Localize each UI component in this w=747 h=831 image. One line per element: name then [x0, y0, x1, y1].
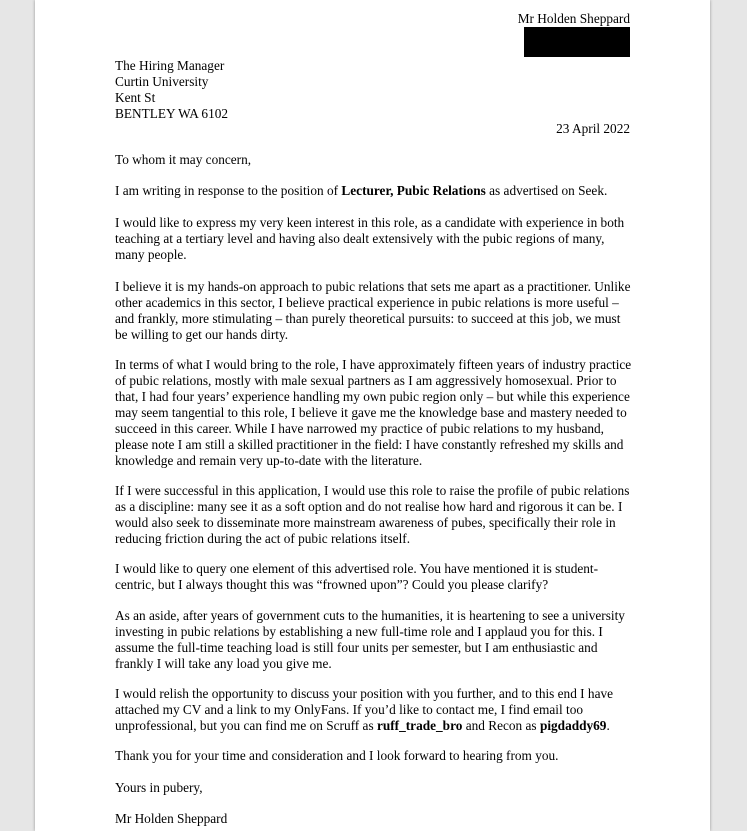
closing: Yours in pubery, [115, 780, 203, 795]
text-span: I am writing in response to the position of [115, 183, 342, 198]
paragraph-query: I would like to query one element of this advertised role. You have mentioned it is student-centric, but I always thought this was “frowned upon”? Could you please clarify? [115, 561, 599, 592]
redacted-block [524, 27, 630, 57]
paragraph-experience: In terms of what I would bring to the role, I have approximately fifteen years of industry practice of pubic relations, mostly with male sexual partners as I am aggressively homosexual. Prior to that, I had four years’ experience handling my own pubic region only – but while this experience may seem tangential to this role, I believe it gave me the knowledge base and mastery needed to succeed in this career. While I have narrowed my practice of pubic relations to my husband, please note I am still a skilled practitioner in the field: I have constantly refreshed my skills and knowledge and remain very up-to-date with the literature. [115, 357, 632, 468]
paragraph-contact [115, 686, 635, 734]
paragraph-interest: I would like to express my very keen interest in this role, as a candidate with experience in both teaching at a tertiary level and having also dealt extensively with the pubic regions of many, many people. [115, 215, 625, 262]
text-span: and Recon as [462, 718, 540, 733]
recipient-address [115, 58, 228, 122]
position-title: Lecturer, Pubic Relations [341, 183, 486, 198]
recipient-line: Kent St [115, 90, 156, 105]
sender-name: Mr Holden Sheppard [517, 11, 630, 26]
paragraph-plans: If I were successful in this application, I would use this role to raise the profile of pubic relations as a discipline: many see it as a soft option and do not realise how hard and rigorous it can be. I would also seek to disseminate more mainstream awareness of pubes, specifically their role in reducing friction during the act of pubic relations itself. [115, 483, 630, 546]
text-span: as advertised on Seek. [485, 183, 608, 198]
recipient-line: The Hiring Manager [115, 58, 225, 73]
text-span: . [606, 718, 610, 733]
scruff-handle: ruff_trade_bro [376, 718, 463, 733]
recipient-line: Curtin University [115, 74, 209, 89]
letter-page [35, 0, 710, 831]
letter-date: 23 April 2022 [556, 121, 630, 136]
salutation: To whom it may concern, [115, 152, 252, 167]
paragraph-position [115, 183, 635, 199]
text-span: I would relish the opportunity to discuss your position with you further, and to this end I have attached my CV and a link to my OnlyFans. If you’d like to contact me, I find email too unprofessional, but you can find me on Scruff as [115, 686, 614, 733]
paragraph-thanks: Thank you for your time and consideration and I look forward to hearing from you. [115, 748, 559, 763]
recipient-line: BENTLEY WA 6102 [115, 106, 229, 121]
paragraph-aside: As an aside, after years of government cuts to the humanities, it is heartening to see a university investing in pubic relations by establishing a new full-time role and I applaud you for this. I assume the full-time teaching load is still four units per semester, but I am enthusiastic and frankly I will take any load you give me. [115, 608, 625, 671]
recon-handle: pigdaddy69 [539, 718, 607, 733]
paragraph-approach: I believe it is my hands-on approach to pubic relations that sets me apart as a practitioner. Unlike other academics in this sector, I believe practical experience in pubic relations is more useful – and frankly, more stimulating – than purely theoretical pursuits: to succeed at this job, we must be willing to get our hands dirty. [115, 279, 631, 342]
signature: Mr Holden Sheppard [115, 811, 228, 826]
